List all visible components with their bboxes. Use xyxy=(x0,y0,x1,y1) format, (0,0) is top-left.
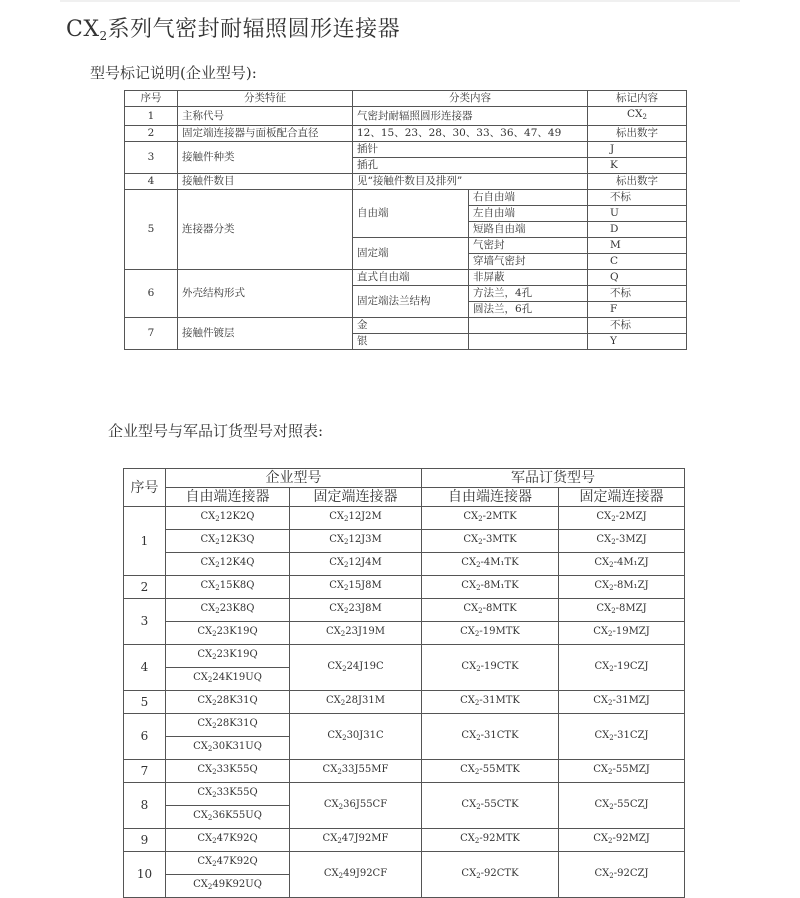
enterprise-free-model: $CX_212K3Q$ xyxy=(166,530,290,553)
enterprise-free-model: $CX_223K19Q$ xyxy=(166,622,290,645)
header-enterprise-fixed: 固定端连接器 xyxy=(290,488,422,507)
table-row xyxy=(124,714,685,737)
section-heading-model-marking: 型号标记说明(企业型号): xyxy=(90,64,257,82)
table-row: 固定端 气密封 M xyxy=(125,238,687,254)
table-subheader-row xyxy=(124,488,685,507)
military-fixed-model: $CX_2-4M_1ZJ$ xyxy=(559,553,685,576)
top-divider xyxy=(60,0,740,2)
enterprise-fixed-model: $CX_224J19C$ xyxy=(290,645,422,691)
enterprise-fixed-model: $CX_215J8M$ xyxy=(290,576,422,599)
military-free-model: $CX_2-3MTK$ xyxy=(422,530,559,553)
header-military-model: 军品订货型号 xyxy=(422,469,685,488)
military-free-model: $CX_2-4M_1TK$ xyxy=(422,553,559,576)
enterprise-free-model: $CX_223K8Q$ xyxy=(166,599,290,622)
table-row: 固定端法兰结构 方法兰，4孔 不标 xyxy=(125,286,687,302)
table-row xyxy=(124,645,685,668)
table-row xyxy=(124,760,685,783)
military-free-model: $CX_2-2MTK$ xyxy=(422,507,559,530)
table-row xyxy=(124,553,685,576)
table-row: 短路自由端 D xyxy=(125,222,687,238)
military-fixed-model: $CX_2-19CZJ$ xyxy=(559,645,685,691)
military-free-model: $CX_2-19MTK$ xyxy=(422,622,559,645)
table-row: 7 接触件镀层 金 不标 xyxy=(125,318,687,334)
table-header-row xyxy=(125,91,687,107)
military-fixed-model: $CX_2-8M_1ZJ$ xyxy=(559,576,685,599)
enterprise-free-model: $CX_233K55Q$ xyxy=(166,760,290,783)
table-row: 3 接触件种类 插针 J xyxy=(125,142,687,158)
enterprise-fixed-model: $CX_223J19M$ xyxy=(290,622,422,645)
military-fixed-model: $CX_2-31MZJ$ xyxy=(559,691,685,714)
enterprise-free-model: $CX_230K31UQ$ xyxy=(166,737,290,760)
enterprise-fixed-model: $CX_236J55CF$ xyxy=(290,783,422,829)
table-row: 银 Y xyxy=(125,334,687,350)
seq-cell: 9 xyxy=(124,829,166,852)
enterprise-free-model: $CX_247K92Q$ xyxy=(166,829,290,852)
table-row xyxy=(124,599,685,622)
header-enterprise-model: 企业型号 xyxy=(166,469,422,488)
table-row: 2 固定端连接器与面板配合直径 12、15、23、28、30、33、36、47、49 标出数字 xyxy=(125,126,687,142)
table-row xyxy=(124,829,685,852)
seq-cell: 5 xyxy=(124,691,166,714)
military-free-model: $CX_2-55MTK$ xyxy=(422,760,559,783)
enterprise-free-model: $CX_236K55UQ$ xyxy=(166,806,290,829)
table-row: 插孔 K xyxy=(125,158,687,174)
military-fixed-model: $CX_2-3MZJ$ xyxy=(559,530,685,553)
enterprise-free-model: $CX_249K92UQ$ xyxy=(166,875,290,898)
enterprise-fixed-model: $CX_228J31M$ xyxy=(290,691,422,714)
military-free-model: $CX_2-92MTK$ xyxy=(422,829,559,852)
seq-cell: 8 xyxy=(124,783,166,829)
enterprise-free-model: $CX_233K55Q$ xyxy=(166,783,290,806)
table-row xyxy=(124,576,685,599)
header-seq: 序号 xyxy=(124,469,166,507)
seq-cell: 6 xyxy=(124,714,166,760)
header-military-free: 自由端连接器 xyxy=(422,488,559,507)
seq-cell: 1 xyxy=(124,507,166,576)
enterprise-free-model: $CX_223K19Q$ xyxy=(166,645,290,668)
model-marking-table xyxy=(124,90,687,350)
military-fixed-model: $CX_2-92CZJ$ xyxy=(559,852,685,898)
section-heading-model-comparison: 企业型号与军品订货型号对照表: xyxy=(108,422,324,440)
enterprise-fixed-model: $CX_212J4M$ xyxy=(290,553,422,576)
military-free-model: $CX_2-8MTK$ xyxy=(422,599,559,622)
enterprise-free-model: $CX_212K4Q$ xyxy=(166,553,290,576)
enterprise-free-model: $CX_247K92Q$ xyxy=(166,852,290,875)
military-free-model: $CX_2-55CTK$ xyxy=(422,783,559,829)
enterprise-free-model: $CX_228K31Q$ xyxy=(166,714,290,737)
enterprise-free-model: $CX_224K19UQ$ xyxy=(166,668,290,691)
model-comparison-table xyxy=(123,468,685,898)
seq-cell: 4 xyxy=(124,645,166,691)
seq-cell: 10 xyxy=(124,852,166,898)
table-row xyxy=(124,530,685,553)
table-row xyxy=(124,783,685,806)
header-enterprise-free: 自由端连接器 xyxy=(166,488,290,507)
military-fixed-model: $CX_2-8MZJ$ xyxy=(559,599,685,622)
military-fixed-model: $CX_2-31CZJ$ xyxy=(559,714,685,760)
enterprise-fixed-model: $CX_249J92CF$ xyxy=(290,852,422,898)
military-fixed-model: $CX_2-55MZJ$ xyxy=(559,760,685,783)
header-military-fixed: 固定端连接器 xyxy=(559,488,685,507)
enterprise-fixed-model: $CX_212J2M$ xyxy=(290,507,422,530)
military-free-model: $CX_2-31MTK$ xyxy=(422,691,559,714)
seq-cell: 3 xyxy=(124,599,166,645)
table-row: 左自由端 U xyxy=(125,206,687,222)
header-feature: 分类特征 xyxy=(178,91,353,107)
table-row: 5 连接器分类 自由端 右自由端 不标 xyxy=(125,190,687,206)
military-fixed-model: $CX_2-55CZJ$ xyxy=(559,783,685,829)
table-row xyxy=(124,507,685,530)
seq-cell: 2 xyxy=(124,576,166,599)
table-row: 穿墙气密封 C xyxy=(125,254,687,270)
table-row xyxy=(124,622,685,645)
table-row: 圆法兰，6孔 F xyxy=(125,302,687,318)
table-row: 1 主称代号 气密封耐辐照圆形连接器 $CX_2$ xyxy=(125,107,687,126)
seq-cell: 7 xyxy=(124,760,166,783)
table-row: 6 外壳结构形式 直式自由端 非屏蔽 Q xyxy=(125,270,687,286)
enterprise-free-model: $CX_215K8Q$ xyxy=(166,576,290,599)
header-content: 分类内容 xyxy=(353,91,588,107)
table-header-row xyxy=(124,469,685,488)
enterprise-fixed-model: $CX_230J31C$ xyxy=(290,714,422,760)
military-fixed-model: $CX_2-19MZJ$ xyxy=(559,622,685,645)
military-fixed-model: $CX_2-2MZJ$ xyxy=(559,507,685,530)
table-row: 4 接触件数目 见“接触件数目及排列” 标出数字 xyxy=(125,174,687,190)
page-title: $CX_2$系列气密封耐辐照圆形连接器 xyxy=(66,17,401,43)
enterprise-free-model: $CX_228K31Q$ xyxy=(166,691,290,714)
enterprise-fixed-model: $CX_223J8M$ xyxy=(290,599,422,622)
military-free-model: $CX_2-19CTK$ xyxy=(422,645,559,691)
enterprise-fixed-model: $CX_233J55MF$ xyxy=(290,760,422,783)
header-seq: 序号 xyxy=(125,91,178,107)
military-fixed-model: $CX_2-92MZJ$ xyxy=(559,829,685,852)
military-free-model: $CX_2-31CTK$ xyxy=(422,714,559,760)
table-row xyxy=(124,852,685,875)
enterprise-fixed-model: $CX_247J92MF$ xyxy=(290,829,422,852)
military-free-model: $CX_2-92CTK$ xyxy=(422,852,559,898)
header-mark: 标记内容 xyxy=(588,91,687,107)
enterprise-fixed-model: $CX_212J3M$ xyxy=(290,530,422,553)
military-free-model: $CX_2-8M_1TK$ xyxy=(422,576,559,599)
enterprise-free-model: $CX_212K2Q$ xyxy=(166,507,290,530)
table-row xyxy=(124,691,685,714)
